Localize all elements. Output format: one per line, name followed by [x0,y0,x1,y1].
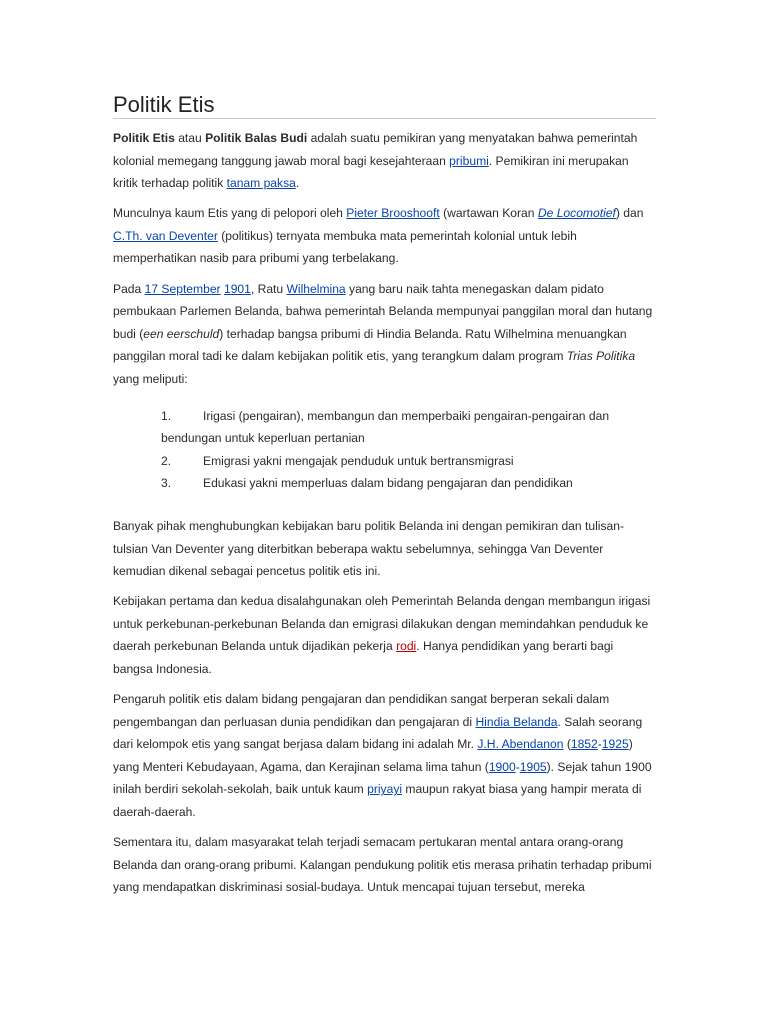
text: , Ratu [250,281,287,296]
list-number: 3. [161,476,172,491]
paragraph-intro [113,127,656,195]
paragraph-wilhelmina [113,278,656,391]
paragraph-kaum-etis [113,202,656,270]
trias-politika-list [113,405,656,495]
link-1900[interactable]: 1900 [488,759,516,774]
link-priyayi[interactable]: priyayi [367,782,403,797]
link-1852[interactable]: 1852 [570,737,598,752]
text: - [597,737,602,752]
link-pribumi[interactable]: pribumi [449,153,489,168]
text: Munculnya kaum Etis yang di pelopori oleh [113,206,347,221]
link-tanam-paksa[interactable]: tanam paksa [226,176,296,191]
italic-term: een eerschuld [143,326,220,341]
link-1925[interactable]: 1925 [601,737,629,752]
text: . Hanya pendidikan yang berarti bagi bangsa Indonesia. [113,639,614,676]
text: ) terhadap bangsa pribumi di Hindia Belanda. Ratu Wilhelmina menuangkan panggilan moral tadi ke dalam kebijakan politik etis, yang terangkum dalam program [113,326,627,364]
text: . Salah seorang dari kelompok etis yang sangat berjasa dalam bidang ini adalah Mr. [113,714,643,752]
link-abendanon[interactable]: J.H. Abendanon [477,737,564,752]
text: . Pemikiran ini merupakan kritik terhadap politik [113,153,629,191]
bold-term-politik-etis: Politik Etis [113,131,175,145]
link-van-deventer[interactable]: C.Th. van Deventer [113,228,218,243]
link-1905[interactable]: 1905 [519,759,547,774]
link-text: De Locomotief [537,206,616,221]
text: ). Sejak tahun 1900 inilah berdiri sekolah-sekolah, baik untuk kaum [113,759,652,797]
italic-term: Trias Politika [566,349,636,364]
text: (politikus) ternyata membuka mata pemerintah kolonial untuk lebih memperhatikan nasib para pribumi yang terbelakang. [113,228,577,266]
text: atau [174,131,206,145]
paragraph-van-deventer: Banyak pihak menghubungkan kebijakan baru politik Belanda ini dengan pemikiran dan tulisan-tulsian Van Deventer yang diterbitkan beberapa waktu sebelumnya, sehingga Van Deventer kemudian dikenal sebagai pencetus politik etis ini. [113,518,624,579]
link-de-locomotief[interactable] [538,206,616,220]
article-body [113,127,656,906]
text: adalah suatu pemikiran yang menyatakan bahwa pemerintah kolonial memegang tanggung jawab moral bagi kesejahteraan [113,131,638,168]
link-17-september[interactable]: 17 September [144,281,221,296]
link-hindia-belanda[interactable]: Hindia Belanda [475,714,558,729]
text: ( [563,737,571,752]
text: . [295,176,300,191]
link-rodi[interactable]: rodi [396,639,417,654]
text: ) dan [615,206,644,221]
link-wilhelmina[interactable]: Wilhelmina [286,281,346,296]
text: ) yang Menteri Kebudayaan, Agama, dan Kerajinan selama lima tahun ( [113,737,633,774]
list-item [119,472,656,495]
page-title: Politik Etis [113,92,215,117]
paragraph-kebijakan [113,590,656,680]
list-number: 1. [161,408,172,423]
list-number: 2. [161,453,172,468]
link-1901[interactable]: 1901 [223,281,251,296]
list-text: Irigasi (pengairan), membangun dan memperbaiki pengairan-pengairan dan bendungan untuk keperluan pertanian [161,408,610,446]
text: (wartawan Koran [439,206,538,221]
title-divider [113,118,656,119]
text: maupun rakyat biasa yang hampir merata di daerah-daerah. [113,782,642,820]
list-text: Edukasi yakni memperluas dalam bidang pengajaran dan pendidikan [203,476,573,491]
text: yang baru naik tahta menegaskan dalam pidato pembukaan Parlemen Belanda, bahwa pemerintah Belanda mempunyai panggilan moral dan hutang budi ( [113,281,653,341]
paragraph-sementara: Sementara itu, dalam masyarakat telah terjadi semacam pertukaran mental antara orang-orang Belanda dan orang-orang pribumi. Kalangan pendukung politik etis merasa prihatin terhadap pribumi yang mendapatkan diskriminasi sosial-budaya. Untuk mencapai tujuan tersebut, mereka [113,835,652,895]
list-item [119,405,656,450]
text: - [515,759,520,774]
text: Pada [113,281,145,296]
text: Pengaruh politik etis dalam bidang pengajaran dan pendidikan sangat berperan sekali dalam pengembangan dan perluasan dunia pendidikan dan pengajaran di [113,692,610,729]
text: yang meliputi: [113,371,188,386]
paragraph-pengaruh [113,688,656,824]
text: Kebijakan pertama dan kedua disalahgunakan oleh Pemerintah Belanda dengan membangun irigasi untuk perkebunan-perkebunan Belanda dan emigrasi dilakukan dengan memindahkan penduduk ke daerah perkebunan Belanda untuk dijadikan pekerja [113,594,651,654]
list-text: Emigrasi yakni mengajak penduduk untuk bertransmigrasi [203,453,514,468]
bold-term-politik-balas-budi: Politik Balas Budi [205,131,308,145]
list-item [119,450,656,473]
link-pieter-brooshooft[interactable]: Pieter Brooshooft [346,206,440,221]
